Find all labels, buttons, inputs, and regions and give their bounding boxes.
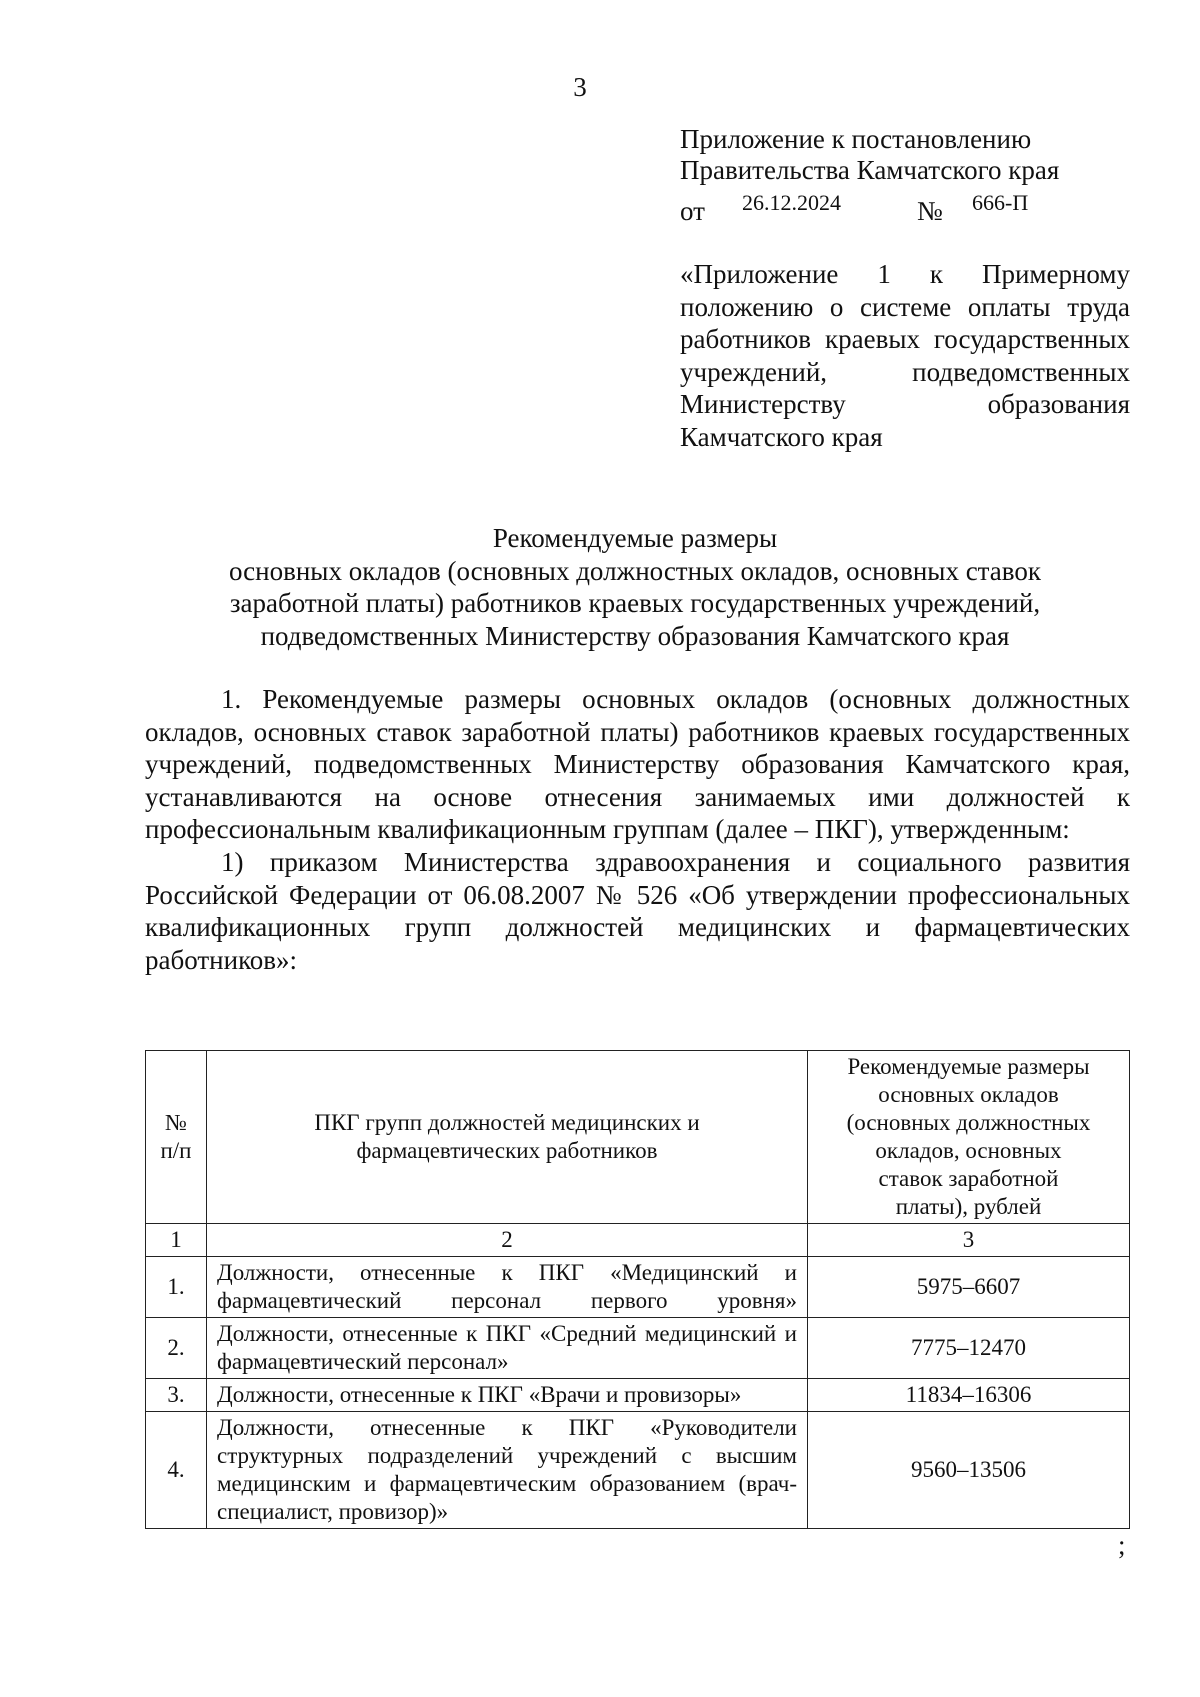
page-number: 3: [573, 72, 587, 102]
column-number-row: [146, 1224, 1130, 1257]
table-header-row: [146, 1051, 1130, 1224]
header-number-label: п/п: [160, 1138, 192, 1163]
header-salary-line-3: (основных должностных: [846, 1110, 1091, 1135]
annex-intro: «Приложение 1 к Примерному положению о системе оплаты труда работников краевых государственных учреждений, подведомственных Министерству образования Камчатского края: [680, 259, 1130, 452]
paragraph-1: 1. Рекомендуемые размеры основных окладов (основных должностных окладов, основных ставок заработной платы) работников краевых государственных учреждений, подведомственных Министерству образования Камчатского края, устанавливаются на основе отнесения занимаемых ими должностей к профессиональным квалификационным группам (далее – ПКГ), утвержденным:: [145, 684, 1130, 845]
header-pkg-line-2: фармацевтических работников: [356, 1138, 658, 1163]
number-sign: №: [917, 196, 943, 226]
appendix-header: [680, 124, 1130, 186]
header-col-number: [146, 1051, 207, 1224]
header-col-pkg: [207, 1051, 808, 1224]
decree-date: 26.12.2024: [742, 190, 841, 215]
table-row: [146, 1257, 1130, 1318]
document-title: [190, 522, 1080, 652]
title-line-3: заработной платы) работников краевых государственных учреждений,: [229, 588, 1041, 618]
appendix-header-line1: Приложение к постановлению: [680, 124, 1032, 154]
column-number-3: 3: [808, 1224, 1130, 1257]
header-number-sign: №: [165, 1110, 187, 1135]
decree-number: 666-П: [972, 190, 1029, 215]
table-row: [146, 1412, 1130, 1529]
body-text: [145, 683, 1130, 976]
trailing-semicolon: ;: [1118, 1530, 1126, 1560]
header-salary-line-6: платы), рублей: [895, 1194, 1042, 1219]
column-number-1: 1: [146, 1224, 207, 1257]
row-salary: 5975–6607: [808, 1257, 1130, 1318]
row-number: 3.: [146, 1379, 207, 1412]
row-number: 4.: [146, 1412, 207, 1529]
header-salary-line-1: Рекомендуемые размеры: [847, 1054, 1090, 1079]
decree-date-number: [680, 186, 1130, 226]
column-number-2: 2: [207, 1224, 808, 1257]
title-line-4: подведомственных Министерству образования Камчатского края: [260, 620, 1010, 651]
table-row: [146, 1379, 1130, 1412]
row-number: 1.: [146, 1257, 207, 1318]
table-row: [146, 1318, 1130, 1379]
from-label: от: [680, 196, 705, 226]
title-line-1: Рекомендуемые размеры: [492, 523, 778, 553]
row-pkg-name: Должности, отнесенные к ПКГ «Средний медицинский и фармацевтический персонал»: [207, 1318, 808, 1379]
header-pkg-line-1: ПКГ групп должностей медицинских и: [314, 1110, 700, 1135]
row-salary: 7775–12470: [808, 1318, 1130, 1379]
title-line-2: основных окладов (основных должностных окладов, основных ставок: [229, 555, 1041, 586]
salary-table: [145, 1050, 1130, 1529]
row-pkg-name: Должности, отнесенные к ПКГ «Медицинский и фармацевтический персонал первого уровня»: [207, 1257, 808, 1318]
row-salary: 9560–13506: [808, 1412, 1130, 1529]
row-pkg-name: Должности, отнесенные к ПКГ «Руководители структурных подразделений учреждений с высшим медицинским и фармацевтическим образованием (врач-специалист, провизор)»: [207, 1412, 808, 1529]
paragraph-2: 1) приказом Министерства здравоохранения и социального развития Российской Федерации от 06.08.2007 № 526 «Об утверждении профессиональных квалификационных групп должностей медицинских и фармацевтических работников»:: [145, 846, 1130, 975]
header-salary-line-2: основных окладов: [878, 1082, 1059, 1107]
header-salary-line-5: ставок заработной: [878, 1166, 1059, 1191]
row-number: 2.: [146, 1318, 207, 1379]
header-salary-line-4: окладов, основных: [875, 1138, 1062, 1163]
appendix-header-line2: Правительства Камчатского края: [680, 155, 1060, 185]
header-col-salary: [808, 1051, 1130, 1224]
row-salary: 11834–16306: [808, 1379, 1130, 1412]
row-pkg-name: Должности, отнесенные к ПКГ «Врачи и провизоры»: [207, 1379, 808, 1412]
